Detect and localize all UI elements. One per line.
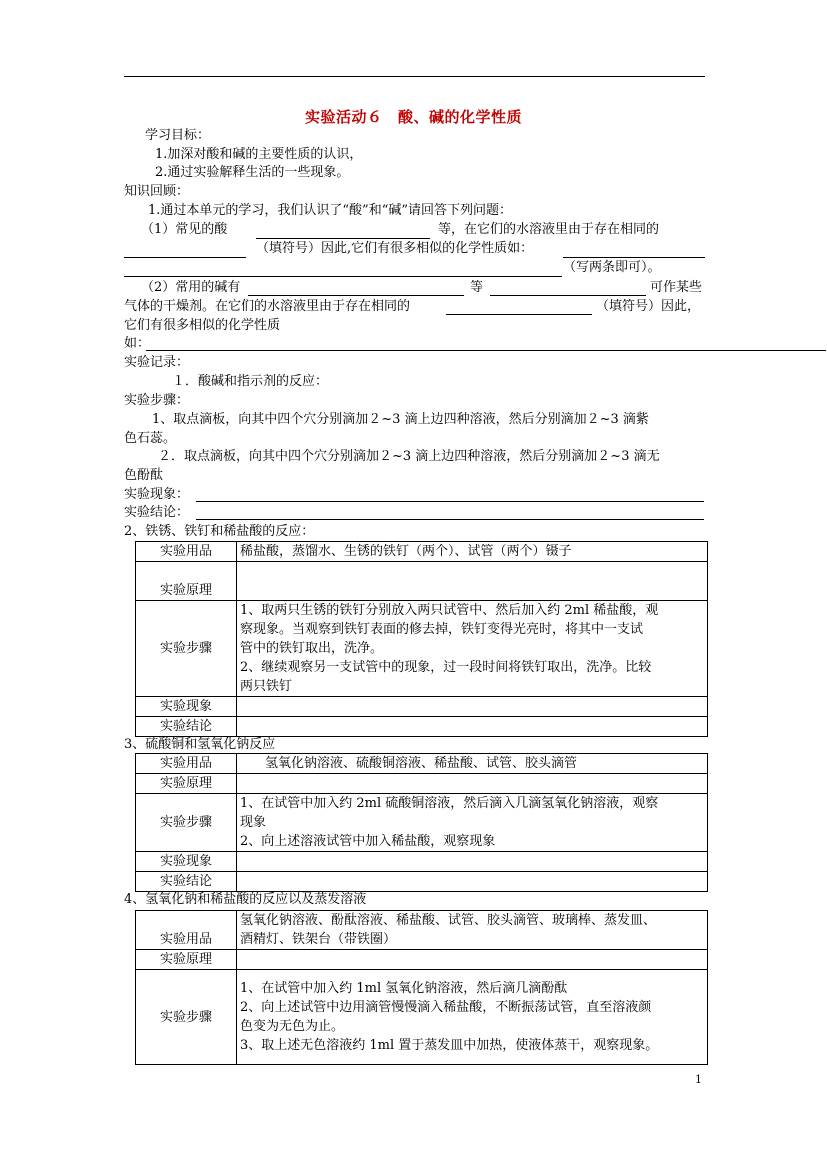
step1-line2: 色石蕊。 [124,431,177,446]
table-label: 实验步骤 [136,601,237,697]
step2-line1: ２．取点滴板，向其中四个穴分别滴加２~3 滴上边四种溶液，然后分别滴加２~3 滴无 [158,449,660,464]
section4-title: 4、氢氧化钠和稀盐酸的反应以及蒸发溶液 [124,892,367,907]
base-line-4: 如： [124,336,151,351]
base-line-3: 它们有很多相似的化学性质 [124,318,281,333]
table-value [237,717,708,737]
blank-line [196,501,704,502]
table-label: 实验现象 [136,697,237,717]
table-label: 实验用品 [136,911,237,950]
section3-title: 3、硫酸铜和氢氧化钠反应 [124,737,276,752]
table-value: 稀盐酸，蒸馏水、生锈的铁钉（两个）、试管（两个）镊子 [237,542,708,562]
table-label: 实验原理 [136,562,237,601]
step-line: 管中的铁钉取出，洗净。 [240,641,384,656]
blank-line [248,295,464,296]
table-neutralization [135,910,708,1065]
acid-line-2: （填符号）因此,它们有很多相似的化学性质如： [256,241,534,256]
table-label: 实验用品 [136,754,237,774]
table-value [237,601,708,697]
blank-line [490,295,646,296]
header-rule [124,76,705,77]
step1-line1: 1、取点滴板，向其中四个穴分别滴加２~3 滴上边四种溶液，然后分别滴加２~3 滴紫 [152,412,649,427]
phenomenon-label: 实验现象： [124,487,190,502]
goals-header: 学习目标： [145,128,211,143]
step-line: 3、取上述无色溶液约 1ml 置于蒸发皿中加热，使液体蒸干，观察现象。 [240,1038,659,1053]
base-line-b: 等 [470,280,484,295]
step-line: 2、向上述溶液试管中加入稀盐酸，观察现象 [240,834,496,849]
step-line: 两只铁钉 [240,679,293,694]
step-line: 察现象。当观察到铁钉表面的修去掉，铁钉变得光亮时，将其中一支试 [240,622,644,637]
acid-line-b: 等，在它们的水溶液里由于存在相同的 [438,222,660,237]
step-line: 现象 [240,815,267,830]
table-label: 实验步骤 [136,970,237,1065]
table-copper-sulfate [135,753,708,892]
conclusion-label: 实验结论： [124,505,190,520]
base-line-c: 可作某些 [650,280,703,295]
step-line: 色变为无色为止。 [240,1019,345,1034]
table-label: 实验步骤 [136,794,237,852]
blank-line [146,350,826,351]
section1-title: １．酸碱和指示剂的反应： [172,374,329,389]
step-line: 1、在试管中加入约 1ml 氢氧化钠溶液，然后滴几滴酚酞 [240,981,568,996]
page-number: 1 [695,1073,702,1086]
blank-line [124,276,562,277]
blank-line [563,257,705,258]
table-value [237,562,708,601]
step-line: 氢氧化钠溶液、酚酞溶液、稀盐酸、试管、胶头滴管、玻璃棒、蒸发皿、 [240,913,657,928]
table-label: 实验原理 [136,950,237,970]
blank-line [124,257,246,258]
table-value [237,950,708,970]
review-header: 知识回顾： [124,184,190,199]
table-value [237,697,708,717]
table-value [237,774,708,794]
step-line: 1、在试管中加入约 2ml 硫酸铜溶液，然后滴入几滴氢氧化钠溶液，观察 [240,796,659,811]
step-line: 1、取两只生锈的铁钉分别放入两只试管中、然后加入约 2ml 稀盐酸，观 [240,603,659,618]
table-label: 实验原理 [136,774,237,794]
base-line-2a: 气体的干燥剂。在它们的水溶液里由于存在相同的 [124,299,411,314]
step-line: 2、继续观察另一支试管中的现象，过一段时间将铁钉取出，洗净。比较 [240,660,652,675]
table-label: 实验现象 [136,852,237,872]
acid-line-a: （1）常见的酸 [141,222,228,237]
base-line-2b: （填符号）因此， [596,299,701,314]
table-value [237,852,708,872]
step-line: 2、向上述试管中边用滴管慢慢滴入稀盐酸，不断振荡试管，直至溶液颜 [240,1000,652,1015]
steps-header: 实验步骤： [124,393,190,408]
step2-line2: 色酚酞 [124,468,164,483]
table-iron-rust [135,541,708,737]
blank-line [446,314,592,315]
goal-item: 2.通过实验解释生活的一些现象。 [155,165,350,180]
table-value [237,794,708,852]
table-label: 实验结论 [136,872,237,892]
goal-item: 1.加深对酸和碱的主要性质的认识， [155,147,363,162]
table-label: 实验结论 [136,717,237,737]
blank-line [256,238,430,239]
table-value: 氢氧化钠溶液、硫酸铜溶液、稀盐酸、试管、胶头滴管 [237,754,708,774]
base-line-a: （2）常用的碱有 [141,280,241,295]
table-value [237,872,708,892]
table-label: 实验用品 [136,542,237,562]
page-title: 实验活动６ 酸、碱的化学性质 [304,108,522,126]
blank-line [196,519,704,520]
review-question: 1.通过本单元的学习，我们认识了“酸”和“碱”请回答下列问题： [148,203,512,218]
section2-title: 2、铁锈、铁钉和稀盐酸的反应： [124,524,315,539]
table-value [237,970,708,1065]
step-line: 酒精灯、铁架台（带铁圈） [240,932,397,947]
record-header: 实验记录： [124,355,190,370]
table-value [237,911,708,950]
acid-line-3: （写两条即可）。 [563,260,661,275]
